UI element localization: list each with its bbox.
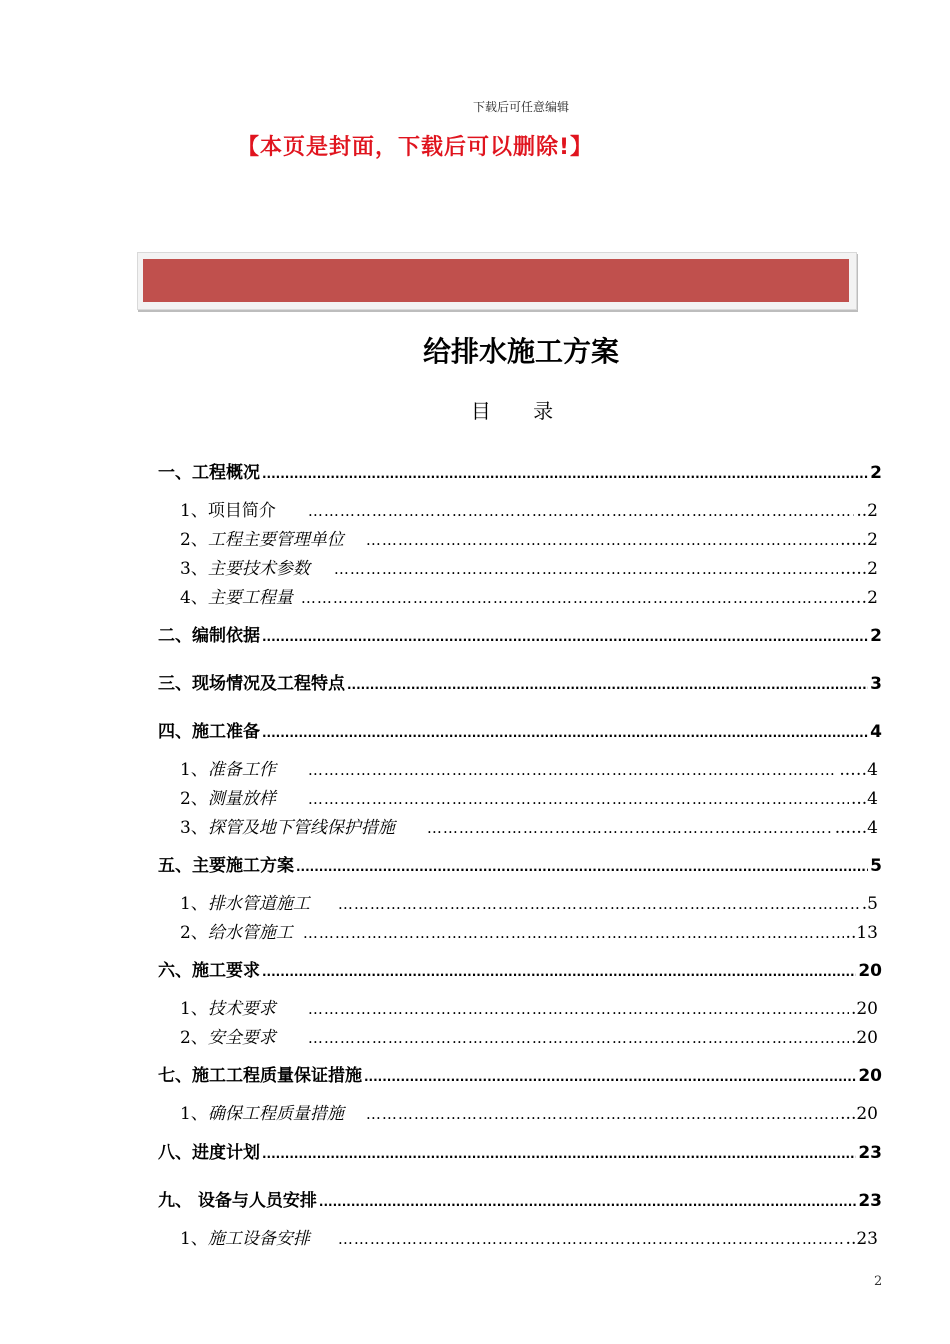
toc-subentry-page: ...20	[840, 1104, 878, 1124]
toc-entry-page: 5	[870, 856, 882, 876]
toc-subentry[interactable]	[180, 1023, 878, 1048]
toc-leader	[366, 530, 838, 550]
toc-leader	[303, 923, 844, 943]
toc-subentry-label: 工程主要管理单位	[207, 530, 344, 550]
toc-entry[interactable]	[158, 621, 882, 646]
toc-entry-label: 二、编制依据	[158, 626, 260, 646]
toc-subentry-page: ..…4	[839, 760, 878, 780]
toc-heading: 目 录	[470, 399, 572, 423]
toc-subentry-page: ......4	[834, 818, 878, 838]
toc-subentry-page: .5	[861, 894, 878, 914]
toc-leader	[308, 501, 855, 521]
toc-subentry-number: 1、	[180, 501, 208, 521]
toc-leader	[262, 626, 868, 646]
toc-subentry[interactable]	[180, 889, 878, 914]
toc-subentry-page: ..13	[845, 923, 878, 943]
toc-leader	[262, 463, 868, 483]
toc-leader	[308, 760, 838, 780]
toc-subentry-label: 主要工程量	[207, 588, 293, 608]
toc-subentry[interactable]	[180, 583, 878, 608]
toc-entry[interactable]	[158, 851, 882, 876]
title-banner-fill	[143, 259, 849, 302]
toc-subentry[interactable]	[180, 994, 878, 1019]
toc-subentry[interactable]	[180, 784, 878, 809]
toc-subentry[interactable]	[180, 918, 878, 943]
toc-leader	[347, 674, 868, 694]
toc-leader	[334, 559, 838, 579]
toc-leader	[338, 1229, 844, 1249]
toc-entry-label: 五、主要施工方案	[158, 856, 294, 876]
toc-subentry-label: 测量放样	[207, 789, 276, 809]
toc-subentry-number: 2、	[180, 789, 208, 809]
page-number: 2	[874, 1274, 883, 1289]
toc-subentry-page: .....2	[840, 530, 878, 550]
toc-subentry-number: 1、	[180, 999, 208, 1019]
toc-leader	[262, 1143, 856, 1163]
toc-leader	[338, 894, 860, 914]
toc-entry-page: 3	[870, 674, 882, 694]
toc-subentry-number: 3、	[180, 559, 208, 579]
toc-entry-label: 九、 设备与人员安排	[158, 1191, 317, 1211]
toc-entry-label: 七、施工工程质量保证措施	[158, 1066, 362, 1086]
title-banner	[137, 252, 857, 310]
toc-entry[interactable]	[158, 1061, 882, 1086]
toc-subentry-page: ..2	[856, 501, 878, 521]
toc-subentry-page: .20	[850, 1028, 878, 1048]
toc-subentry-label: 排水管道施工	[207, 894, 310, 914]
toc-entry-page: 4	[870, 722, 882, 742]
toc-subentry[interactable]	[180, 813, 878, 838]
toc-subentry-number: 1、	[180, 1104, 208, 1124]
toc-subentry-number: 1、	[180, 894, 208, 914]
toc-leader	[366, 1104, 838, 1124]
toc-entry[interactable]	[158, 1138, 882, 1163]
toc-subentry[interactable]	[180, 1099, 878, 1124]
toc-entry-label: 八、进度计划	[158, 1143, 260, 1163]
toc-leader	[308, 789, 849, 809]
toc-subentry[interactable]	[180, 554, 878, 579]
toc-leader	[308, 999, 849, 1019]
toc-leader	[319, 1191, 856, 1211]
toc-leader	[262, 722, 868, 742]
toc-subentry-page: ..23	[845, 1229, 878, 1249]
toc-entry-page: 2	[870, 463, 882, 483]
toc-subentry-label: 主要技术参数	[207, 559, 310, 579]
toc-leader	[427, 818, 833, 838]
toc-entry-page: 23	[858, 1143, 882, 1163]
toc-entry-label: 三、现场情况及工程特点	[158, 674, 345, 694]
toc-entry[interactable]	[158, 1186, 882, 1211]
toc-subentry-page: .20	[850, 999, 878, 1019]
toc-subentry-label: 安全要求	[207, 1028, 276, 1048]
toc-subentry-label: 确保工程质量措施	[207, 1104, 344, 1124]
toc-subentry-label: 准备工作	[207, 760, 276, 780]
toc-entry[interactable]	[158, 717, 882, 742]
toc-subentry-number: 1、	[180, 1229, 208, 1249]
cover-delete-notice: 【本页是封面，下载后可以删除!】	[237, 135, 594, 160]
toc-subentry[interactable]	[180, 496, 878, 521]
toc-leader	[308, 1028, 849, 1048]
toc-subentry-number: 4、	[180, 588, 208, 608]
toc-subentry-number: 1、	[180, 760, 208, 780]
toc-entry-page: 2	[870, 626, 882, 646]
toc-entry-label: 四、施工准备	[158, 722, 260, 742]
toc-subentry-label: 项目简介	[207, 501, 276, 521]
toc-subentry-label: 给水管施工	[207, 923, 293, 943]
toc-subentry-page: ...4	[850, 789, 878, 809]
toc-entry-label: 六、施工要求	[158, 961, 260, 981]
toc-subentry-number: 2、	[180, 1028, 208, 1048]
toc-subentry-label: 探管及地下管线保护措施	[207, 818, 395, 838]
toc-entry[interactable]	[158, 956, 882, 981]
toc-leader	[364, 1066, 856, 1086]
toc-entry-page: 23	[858, 1191, 882, 1211]
toc-subentry-page: ..…2	[839, 588, 878, 608]
toc-leader	[296, 856, 868, 876]
toc-subentry-number: 3、	[180, 818, 208, 838]
toc-subentry[interactable]	[180, 1224, 878, 1249]
toc-entry[interactable]	[158, 669, 882, 694]
document-title: 给排水施工方案	[422, 335, 619, 368]
header-note: 下载后可任意编辑	[472, 100, 569, 114]
toc-leader	[301, 588, 838, 608]
toc-subentry-page: .....2	[840, 559, 878, 579]
toc-subentry-label: 施工设备安排	[207, 1229, 310, 1249]
toc-subentry[interactable]	[180, 755, 878, 780]
toc-entry[interactable]	[158, 458, 882, 483]
toc-subentry[interactable]	[180, 525, 878, 550]
toc-entry-page: 20	[858, 961, 882, 981]
toc-entry-page: 20	[858, 1066, 882, 1086]
toc-entry-label: 一、工程概况	[158, 463, 260, 483]
toc-subentry-label: 技术要求	[207, 999, 276, 1019]
toc-leader	[262, 961, 856, 981]
toc-subentry-number: 2、	[180, 923, 208, 943]
toc-subentry-number: 2、	[180, 530, 208, 550]
